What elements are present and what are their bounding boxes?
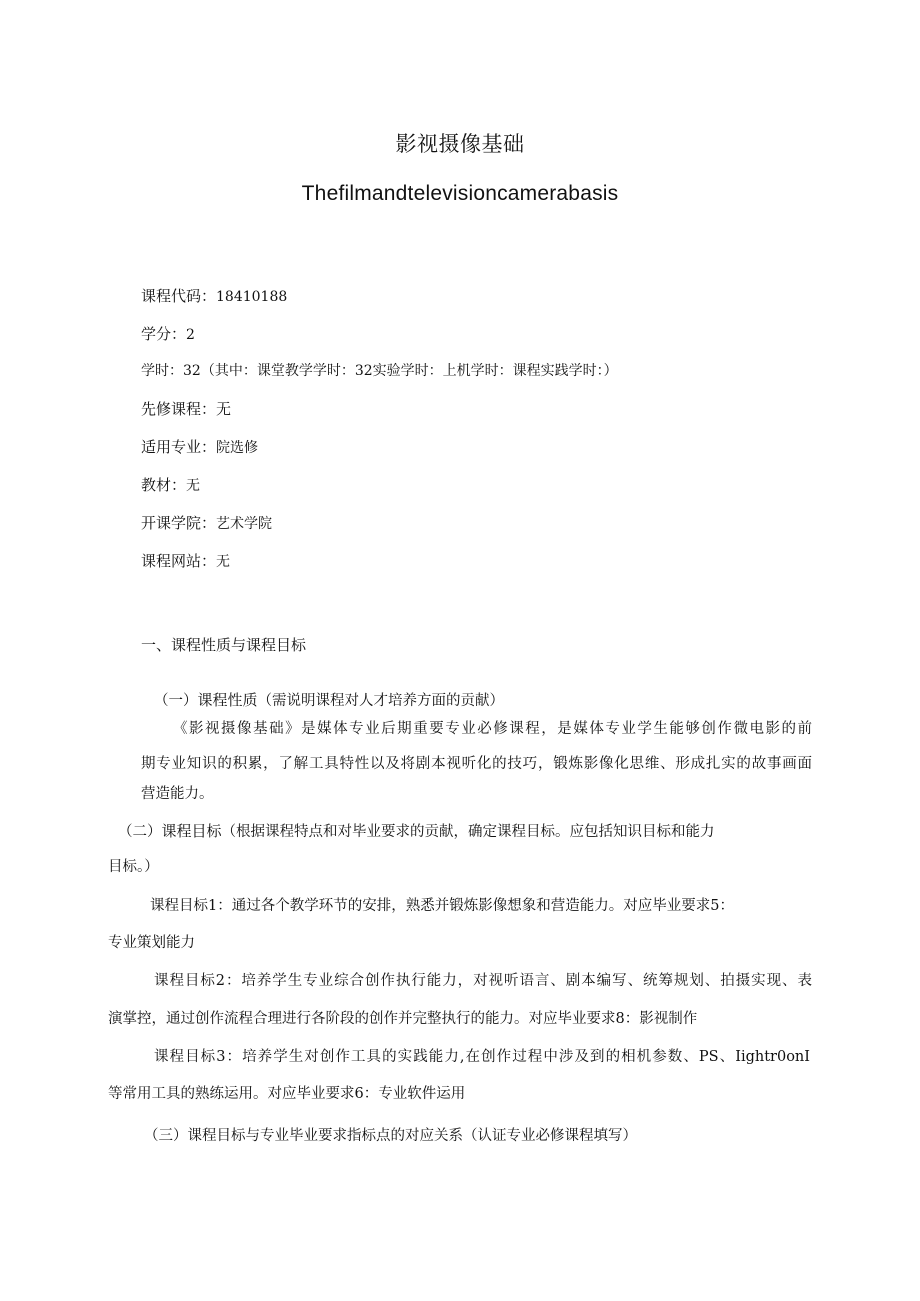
- subsection-note: （根据课程特点和对毕业要求的贡献，确定课程目标。应包括知识目标和能力: [221, 824, 715, 840]
- goal-2-line: 课程目标2：培养学生专业综合创作执行能力，对视听语言、剧本编写、统筹规划、拍摄实现、表: [154, 973, 812, 989]
- subsection-note-continued: 目标。）: [108, 859, 159, 875]
- subsection-note: （需说明课程对人才培养方面的贡献）: [257, 693, 505, 709]
- section-heading: 一、课程性质与课程目标: [141, 636, 307, 654]
- subsection-prefix: （一）: [154, 693, 198, 709]
- meta-label: 学分：: [141, 325, 187, 343]
- meta-course-code: [141, 286, 287, 307]
- meta-label: 先修课程：: [141, 400, 217, 418]
- meta-label: 课程代码：: [141, 287, 217, 305]
- course-title-cn: 影视摄像基础: [395, 132, 525, 156]
- subsection-mapping-heading: （三）课程目标与专业毕业要求指标点的对应关系（认证专业必修课程填写）: [144, 1128, 637, 1144]
- subsection-goals-heading: [118, 821, 715, 842]
- meta-hours: [141, 361, 618, 381]
- meta-label: 教材：: [141, 476, 187, 494]
- meta-textbook: [141, 475, 200, 496]
- meta-value: 艺术学院: [216, 516, 273, 532]
- goal-1-line: 专业策划能力: [108, 935, 195, 951]
- meta-label: 开课学院：: [141, 514, 217, 532]
- nature-paragraph-line: 营造能力。: [141, 786, 214, 802]
- meta-value: 院选修: [216, 440, 259, 456]
- subsection-title: 课程性质: [197, 691, 258, 709]
- meta-label: 适用专业：: [141, 438, 217, 456]
- nature-paragraph-line: 《影视摄像基础》是媒体专业后期重要专业必修课程，是媒体专业学生能够创作微电影的前: [173, 721, 812, 737]
- meta-credits: [141, 324, 195, 345]
- meta-label: 课程网站：: [141, 552, 217, 570]
- meta-website: [141, 551, 230, 572]
- goal-1-line: 课程目标1：通过各个教学环节的安排，熟悉并锻炼影像想象和营造能力。对应毕业要求5：: [150, 898, 734, 914]
- meta-value: 2: [186, 327, 195, 343]
- meta-value: 18410188: [216, 289, 288, 305]
- subsection-prefix: （二）: [118, 824, 162, 840]
- meta-value: 无: [186, 478, 201, 494]
- meta-major: [141, 437, 258, 458]
- course-title-en: Thefilmandtelevisioncamerabasis: [301, 182, 619, 205]
- meta-value: 32（其中：课堂教学学时：32实验学时：上机学时：课程实践学时：）: [183, 363, 618, 379]
- meta-value: 无: [216, 554, 231, 570]
- meta-value: 无: [216, 400, 232, 418]
- subsection-nature-heading: [154, 690, 504, 711]
- nature-paragraph-line: 期专业知识的积累，了解工具特性以及将剧本视听化的技巧，锻炼影像化思维、形成扎实的故事画面: [141, 756, 812, 772]
- meta-prerequisites: [141, 399, 231, 420]
- meta-label: 学时：: [141, 363, 183, 379]
- meta-college: [141, 513, 272, 534]
- goal-3-line: 等常用工具的熟练运用。对应毕业要求6：专业软件运用: [108, 1086, 466, 1102]
- subsection-title: 课程目标: [161, 822, 222, 840]
- goal-2-line: 演掌控，通过创作流程合理进行各阶段的创作并完整执行的能力。对应毕业要求8：影视制作: [108, 1011, 698, 1027]
- goal-3-line: 课程目标3：培养学生对创作工具的实践能力,在创作过程中涉及到的相机参数、PS、Iightr0onI: [154, 1049, 810, 1065]
